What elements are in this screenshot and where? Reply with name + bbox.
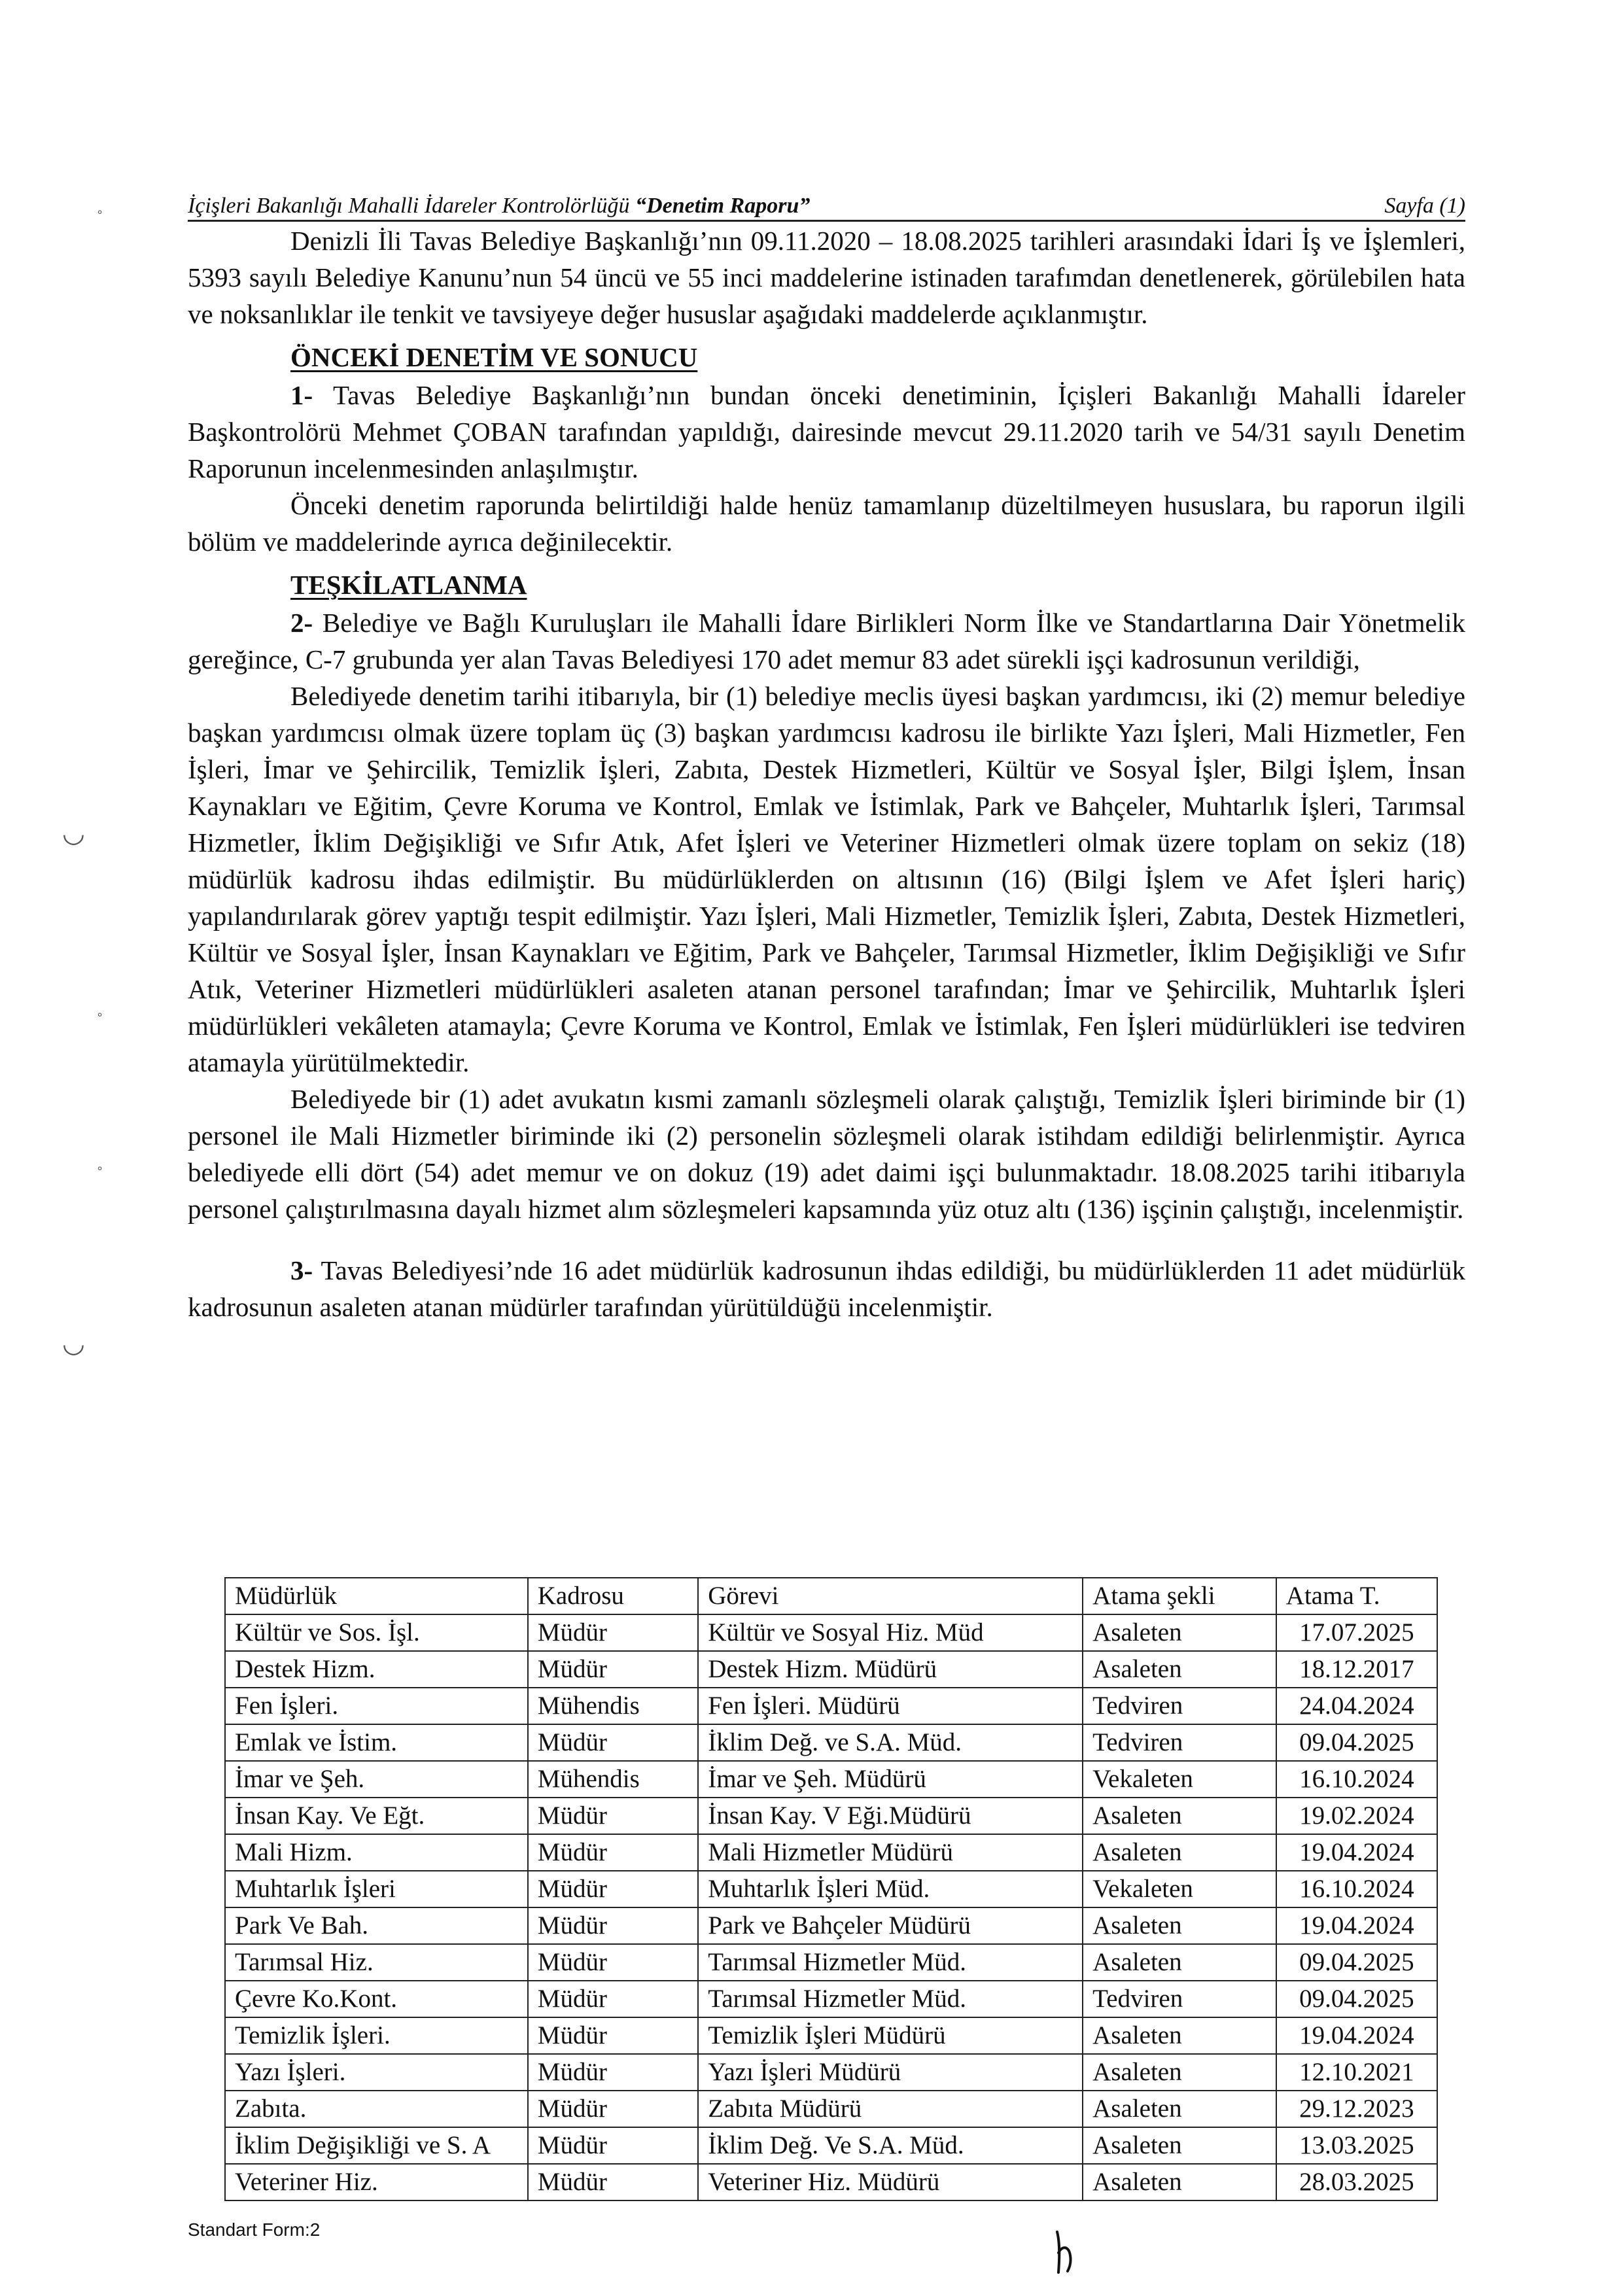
page-header [188, 193, 1465, 222]
appointment-date-cell: 16.10.2024 [1276, 1761, 1437, 1798]
appointment-type-cell: Asaleten [1083, 2091, 1276, 2127]
scan-mark: ˚ [97, 1164, 103, 1185]
item-text: Belediye ve Bağlı Kuruluşları ile Mahalli İdare Birlikleri Norm İlke ve Standartlarına Dair Yönetmelik gereğince, C-7 grubunda yer alan Tavas Belediyesi 170 adet memur 83 adet sürekli işçi kadrosunun verildiği, [188, 608, 1465, 674]
duty-cell: Zabıta Müdürü [698, 2091, 1083, 2127]
header-title-text: İçişleri Bakanlığı Mahalli İdareler Kontrolörlüğü [188, 194, 636, 218]
directorate-cell: İklim Değişikliği ve S. A [225, 2127, 528, 2164]
directorate-cell: Park Ve Bah. [225, 1907, 528, 1944]
section-title-organization: TEŞKİLATLANMA [290, 570, 527, 600]
header-title [188, 193, 810, 219]
directorate-cell: Tarımsal Hiz. [225, 1944, 528, 1981]
appointment-type-cell: Asaleten [1083, 1907, 1276, 1944]
duty-cell: Kültür ve Sosyal Hiz. Müd [698, 1614, 1083, 1651]
duty-cell: Fen İşleri. Müdürü [698, 1688, 1083, 1724]
table-header-row [225, 1578, 1437, 1614]
appointment-type-cell: Tedviren [1083, 1981, 1276, 2017]
appointment-date-cell: 12.10.2021 [1276, 2054, 1437, 2091]
table-row [225, 2091, 1437, 2127]
table-row [225, 1944, 1437, 1981]
table-row [225, 1981, 1437, 2017]
handwritten-initials-icon [1052, 2229, 1078, 2275]
position-cell: Mühendis [528, 1761, 698, 1798]
form-label: Standart Form:2 [188, 2219, 321, 2240]
position-cell: Mühendis [528, 1688, 698, 1724]
appointment-type-cell: Asaleten [1083, 1944, 1276, 1981]
header-title-bold: “Denetim Raporu” [635, 194, 811, 218]
item-number: 2- [290, 608, 313, 638]
previous-audit-note: Önceki denetim raporunda belirtildiği halde henüz tamamlanıp düzeltilmeyen hususlara, bu raporun ilgili bölüm ve maddelerinde ayrıca değinilecektir. [188, 490, 1465, 557]
table-row [225, 1614, 1437, 1651]
appointment-date-cell: 09.04.2025 [1276, 1944, 1437, 1981]
duty-cell: İklim Değ. Ve S.A. Müd. [698, 2127, 1083, 2164]
appointment-type-cell: Asaleten [1083, 1651, 1276, 1688]
appointment-date-cell: 19.04.2024 [1276, 1907, 1437, 1944]
appointment-type-cell: Vekaleten [1083, 1871, 1276, 1907]
appointment-date-cell: 19.04.2024 [1276, 2017, 1437, 2054]
directorate-cell: Temizlik İşleri. [225, 2017, 528, 2054]
position-cell: Müdür [528, 1981, 698, 2017]
table-row [225, 1651, 1437, 1688]
duty-cell: Mali Hizmetler Müdürü [698, 1834, 1083, 1871]
scan-mark: ˚ [97, 1011, 103, 1031]
appointment-date-cell: 13.03.2025 [1276, 2127, 1437, 2164]
header-cell: Atama şekli [1083, 1578, 1276, 1614]
appointment-type-cell: Tedviren [1083, 1688, 1276, 1724]
duty-cell: Park ve Bahçeler Müdürü [698, 1907, 1083, 1944]
directorate-cell: Çevre Ko.Kont. [225, 1981, 528, 2017]
directorate-cell: Yazı İşleri. [225, 2054, 528, 2091]
appointment-type-cell: Asaleten [1083, 2017, 1276, 2054]
item-1-paragraph [188, 377, 1465, 487]
position-cell: Müdür [528, 2017, 698, 2054]
position-cell: Müdür [528, 1651, 698, 1688]
table-row [225, 2017, 1437, 2054]
table-row [225, 1724, 1437, 1761]
appointment-type-cell: Asaleten [1083, 2164, 1276, 2200]
table-row [225, 1871, 1437, 1907]
duty-cell: Veteriner Hiz. Müdürü [698, 2164, 1083, 2200]
appointment-date-cell: 19.02.2024 [1276, 1798, 1437, 1834]
duty-cell: Destek Hizm. Müdürü [698, 1651, 1083, 1688]
table-row [225, 1688, 1437, 1724]
duty-cell: Tarımsal Hizmetler Müd. [698, 1944, 1083, 1981]
header-cell: Görevi [698, 1578, 1083, 1614]
organization-paragraph: Belediyede denetim tarihi itibarıyla, bir (1) belediye meclis üyesi başkan yardımcısı, iki (2) memur belediye başkan yardımcısı olmak üzere toplam üç (3) başkan yardımcısı kadrosu ile birlikte Yazı İşleri, Mali Hizmetler, Fen İşleri, İmar ve Şehircilik, Temizlik İşleri, Zabıta, Destek Hizmetleri, Kültür ve Sosyal İşler, Bilgi İşlem, İnsan Kaynakları ve Eğitim, Çevre Koruma ve Kontrol, Emlak ve İstimlak, Park ve Bahçeler, Muhtarlık İşleri, Tarımsal Hizmetler, İklim Değişikliği ve Sıfır Atık, Afet İşleri ve Veteriner Hizmetleri olmak üzere toplam on sekiz (18) müdürlük kadrosu ihdas edilmiştir. Bu müdürlüklerden on altısının (16) (Bilgi İşlem ve Afet İşleri hariç) yapılandırılarak görev yaptığı tespit edilmiştir. Yazı İşleri, Mali Hizmetler, Temizlik İşleri, Zabıta, Destek Hizmetleri, Kültür ve Sosyal İşler, İnsan Kaynakları ve Eğitim, Park ve Bahçeler, Tarımsal Hizmetler, İklim Değişikliği ve Sıfır Atık, Veteriner Hizmetleri müdürlükleri asaleten atanan personel tarafından; İmar ve Şehircilik, Muhtarlık İşleri müdürlükleri vekâleten atamayla; Çevre Koruma ve Kontrol, Emlak ve İstimlak, Fen İşleri müdürlükleri ise tedviren atamayla yürütülmektedir. [188, 681, 1465, 1077]
directorate-cell: Kültür ve Sos. İşl. [225, 1614, 528, 1651]
appointment-date-cell: 09.04.2025 [1276, 1981, 1437, 2017]
position-cell: Müdür [528, 2054, 698, 2091]
directorate-cell: Mali Hizm. [225, 1834, 528, 1871]
directorate-cell: Muhtarlık İşleri [225, 1871, 528, 1907]
duty-cell: Tarımsal Hizmetler Müd. [698, 1981, 1083, 2017]
appointment-date-cell: 19.04.2024 [1276, 1834, 1437, 1871]
appointment-date-cell: 17.07.2025 [1276, 1614, 1437, 1651]
directorate-cell: İnsan Kay. Ve Eğt. [225, 1798, 528, 1834]
table-row [225, 1761, 1437, 1798]
table-row [225, 1834, 1437, 1871]
position-cell: Müdür [528, 1907, 698, 1944]
table-row [225, 1798, 1437, 1834]
item-3-paragraph [188, 1252, 1465, 1325]
position-cell: Müdür [528, 2127, 698, 2164]
item-number: 3- [290, 1255, 313, 1285]
directorate-cell: Fen İşleri. [225, 1688, 528, 1724]
position-cell: Müdür [528, 2091, 698, 2127]
position-cell: Müdür [528, 2164, 698, 2200]
appointment-type-cell: Asaleten [1083, 2054, 1276, 2091]
appointment-type-cell: Tedviren [1083, 1724, 1276, 1761]
position-cell: Müdür [528, 1944, 698, 1981]
appointment-type-cell: Asaleten [1083, 1798, 1276, 1834]
appointment-date-cell: 24.04.2024 [1276, 1688, 1437, 1724]
appointment-type-cell: Asaleten [1083, 1614, 1276, 1651]
position-cell: Müdür [528, 1724, 698, 1761]
staff-paragraph: Belediyede bir (1) adet avukatın kısmi zamanlı sözleşmeli olarak çalıştığı, Temizlik İşleri biriminde bir (1) personel ile Mali Hizmetler biriminde iki (2) personelin sözleşmeli olarak istihdam edildiği belirlenmiştir. Ayrıca belediyede elli dört (54) adet memur ve on dokuz (19) adet daimi işçi bulunmaktadır. 18.08.2025 tarihi itibarıyla personel çalıştırılmasına dayalı hizmet alım sözleşmeleri kapsamında yüz otuz altı (136) işçinin çalıştığı, incelenmiştir. [188, 1084, 1465, 1224]
position-cell: Müdür [528, 1834, 698, 1871]
duty-cell: Muhtarlık İşleri Müd. [698, 1871, 1083, 1907]
appointment-type-cell: Asaleten [1083, 1834, 1276, 1871]
appointment-type-cell: Vekaleten [1083, 1761, 1276, 1798]
scan-mark: ˚ [97, 208, 103, 228]
duty-cell: Temizlik İşleri Müdürü [698, 2017, 1083, 2054]
document-body [188, 222, 1465, 1325]
appointment-date-cell: 16.10.2024 [1276, 1871, 1437, 1907]
directorate-cell: Zabıta. [225, 2091, 528, 2127]
header-cell: Müdürlük [225, 1578, 528, 1614]
table-row [225, 2127, 1437, 2164]
page-number: Sayfa (1) [1384, 194, 1465, 218]
duty-cell: İmar ve Şeh. Müdürü [698, 1761, 1083, 1798]
appointment-date-cell: 28.03.2025 [1276, 2164, 1437, 2200]
appointment-date-cell: 09.04.2025 [1276, 1724, 1437, 1761]
directorate-cell: Veteriner Hiz. [225, 2164, 528, 2200]
duty-cell: Yazı İşleri Müdürü [698, 2054, 1083, 2091]
table-row [225, 1907, 1437, 1944]
appointment-date-cell: 18.12.2017 [1276, 1651, 1437, 1688]
directorate-table [224, 1577, 1438, 2201]
directorate-cell: İmar ve Şeh. [225, 1761, 528, 1798]
header-cell: Atama T. [1276, 1578, 1437, 1614]
table-row [225, 2054, 1437, 2091]
item-text: Tavas Belediyesi’nde 16 adet müdürlük kadrosunun ihdas edildiği, bu müdürlüklerden 11 adet müdürlük kadrosunun asaleten atanan müdürler tarafından yürütüldüğü incelenmiştir. [188, 1255, 1465, 1322]
appointment-date-cell: 29.12.2023 [1276, 2091, 1437, 2127]
position-cell: Müdür [528, 1798, 698, 1834]
duty-cell: İnsan Kay. V Eği.Müdürü [698, 1798, 1083, 1834]
directorate-cell: Destek Hizm. [225, 1651, 528, 1688]
duty-cell: İklim Değ. ve S.A. Müd. [698, 1724, 1083, 1761]
item-number: 1- [290, 380, 313, 410]
item-text: Tavas Belediye Başkanlığı’nın bundan önceki denetiminin, İçişleri Bakanlığı Mahalli İdareler Başkontrolörü Mehmet ÇOBAN tarafından yapıldığı, dairesinde mevcut 29.11.2020 tarih ve 54/31 sayılı Denetim Raporunun incelenmesinden anlaşılmıştır. [188, 380, 1465, 483]
scan-mark: ◡ [62, 1329, 85, 1358]
appointment-type-cell: Asaleten [1083, 2127, 1276, 2164]
table-row [225, 2164, 1437, 2200]
header-cell: Kadrosu [528, 1578, 698, 1614]
position-cell: Müdür [528, 1614, 698, 1651]
intro-paragraph: Denizli İli Tavas Belediye Başkanlığı’nın 09.11.2020 – 18.08.2025 tarihleri arasındaki İdari İş ve İşlemleri, 5393 sayılı Belediye Kanunu’nun 54 üncü ve 55 inci maddelerine istinaden tarafımdan denetlenerek, görülebilen hata ve noksanlıklar ile tenkit ve tavsiyeye değer hususlar aşağıdaki maddelerde açıklanmıştır. [188, 226, 1465, 329]
item-2-paragraph [188, 604, 1465, 678]
position-cell: Müdür [528, 1871, 698, 1907]
scan-mark: ◡ [62, 818, 85, 848]
directorate-cell: Emlak ve İstim. [225, 1724, 528, 1761]
section-title-previous-audit: ÖNCEKİ DENETİM VE SONUCU [290, 342, 698, 372]
